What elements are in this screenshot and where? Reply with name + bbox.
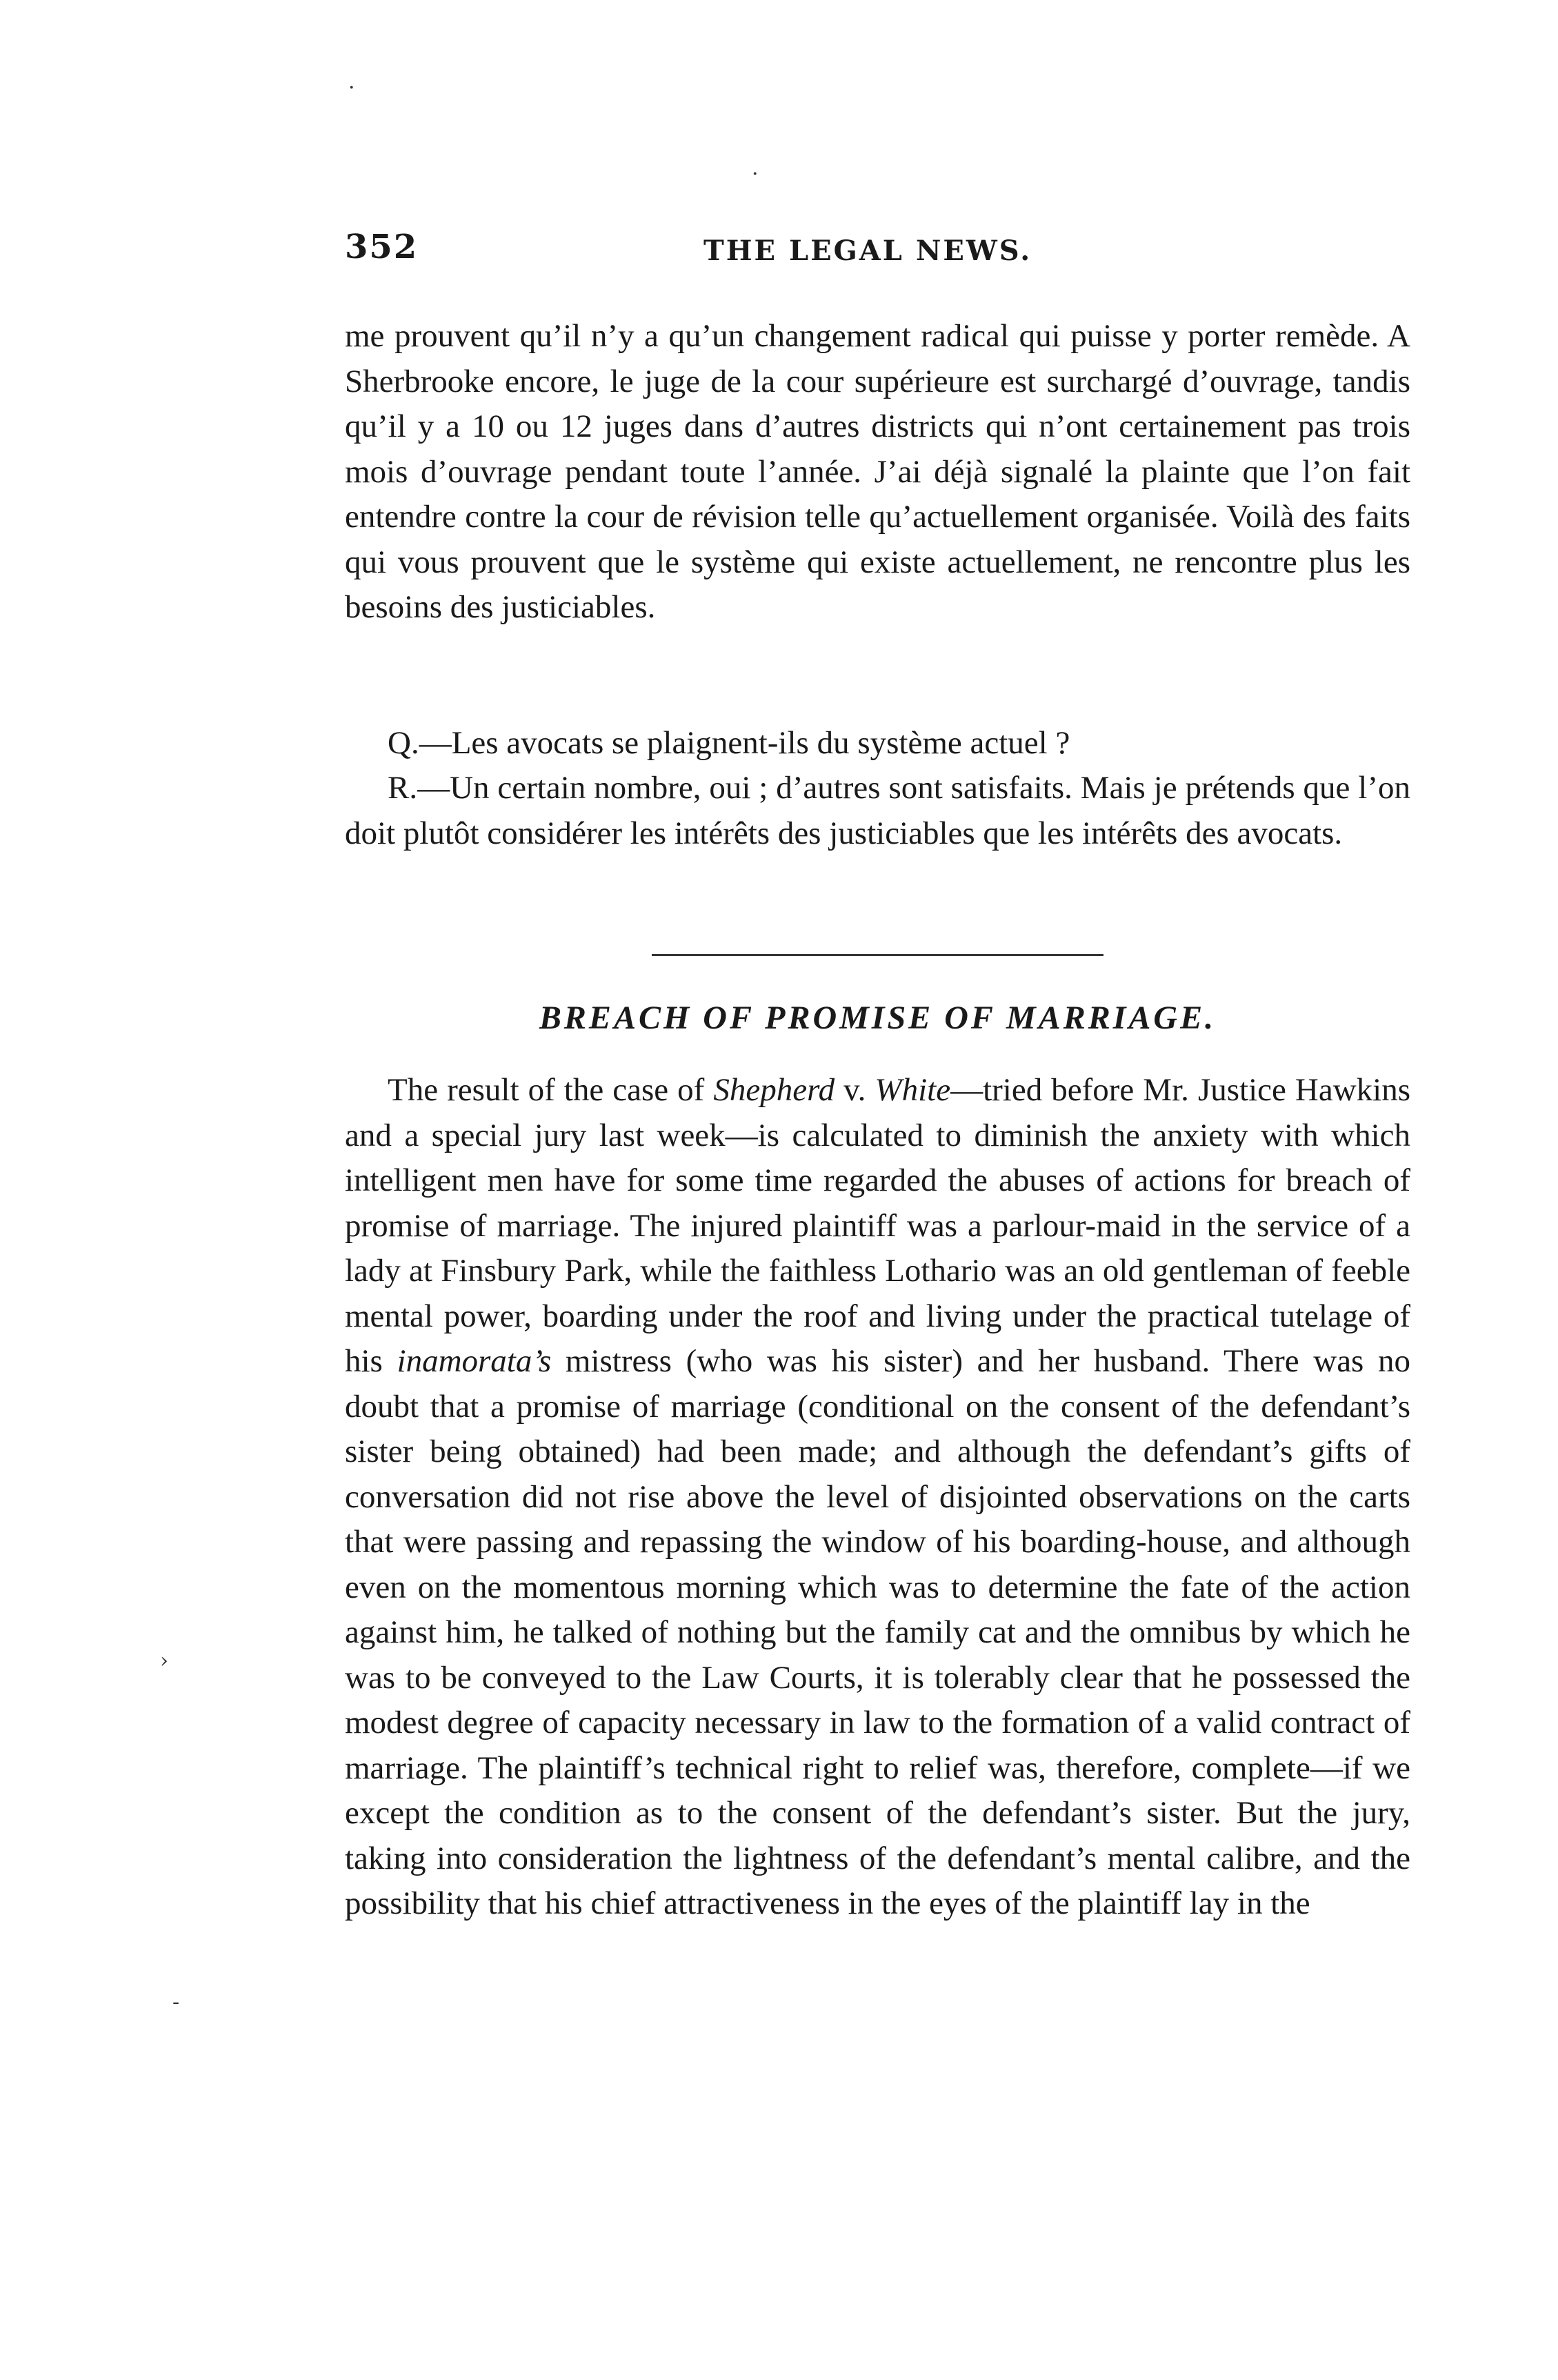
page-number: 352 [345,228,419,266]
answer-paragraph: R.—Un certain nombre, oui ; d’autres sont satisfaits. Mais je prétends que l’on doit plutôt considérer les intérêts des justiciables que les intérêts des avocats. [345,770,1410,851]
margin-speck: ‐ [172,1990,180,2014]
section-divider [652,954,1103,956]
section-title: BREACH OF PROMISE OF MARRIAGE. [539,1000,1217,1036]
question-line: Q.—Les avocats se plaignent-ils du système actuel ? [388,725,1070,761]
margin-speck: › [160,1649,168,1673]
paragraph-french-testimony: me prouvent qu’il n’y a qu’un changement radical qui puisse y porter remède. A Sherbrooke encore, le juge de la cour supérieure est surchargé d’ouvrage, tandis qu’il y a 10 ou 12 juges dans d’autres districts qui n’ont certainement pas trois mois d’ouvrage pendant toute l’année. J’ai déjà signalé la plainte que l’on fait entendre contre la cour de révision telle qu’actuellement organisée. Voilà des faits qui vous prouvent que le système qui existe actuellement, ne rencontre plus les besoins des justiciables. [345,318,1410,625]
paragraph-text: mistress (who was his sister) and her husband. There was no doubt that a promise of marriage (conditional on the consent of the defendant’s sister being obtained) had been made; and although the defendant’s gifts of conversation did not rise above the level of disjointed observations on the carts that were passing and repassing the window of his boarding-house, and although even on the momentous morning which was to determine the fate of the action against him, he talked of nothing but the family cat and the omnibus by which he was to be conveyed to the Law Courts, it is tolerably clear that he possessed the modest degree of capacity necessary in law to the formation of a valid contract of marriage. The plaintiff’s technical right to relief was, therefore, complete—if we except the condition as to the consent of the defendant’s sister. But the jury, taking into consideration the lightness of the defendant’s mental calibre, and the possibility that his chief attractiveness in the eyes of the plaintiff lay in the [345,1343,1410,1921]
paragraph-text: The result of the case of [388,1072,714,1108]
margin-speck: · [752,162,759,186]
case-plaintiff-name: Shepherd [713,1072,835,1108]
italic-term: inamorata’s [397,1343,552,1379]
paragraph-text: —tried before Mr. Justice Hawkins and a special jury last week—is calculated to diminish the anxiety with which intelligent men have for some time regarded the abuses of actions for breach of promise of marriage. The injured plaintiff was a parlour-maid in the service of a lady at Finsbury Park, while the faithless Lothario was an old gentleman of feeble mental power, boarding under the roof and living under the practical tutelage of his [345,1072,1410,1379]
case-versus: v. [835,1072,875,1108]
case-defendant-name: White [875,1072,951,1108]
paragraph-breach-of-promise [345,1068,1410,1927]
page-header [345,228,1421,283]
margin-speck: · [348,76,355,100]
running-head: THE LEGAL NEWS. [703,235,1032,267]
